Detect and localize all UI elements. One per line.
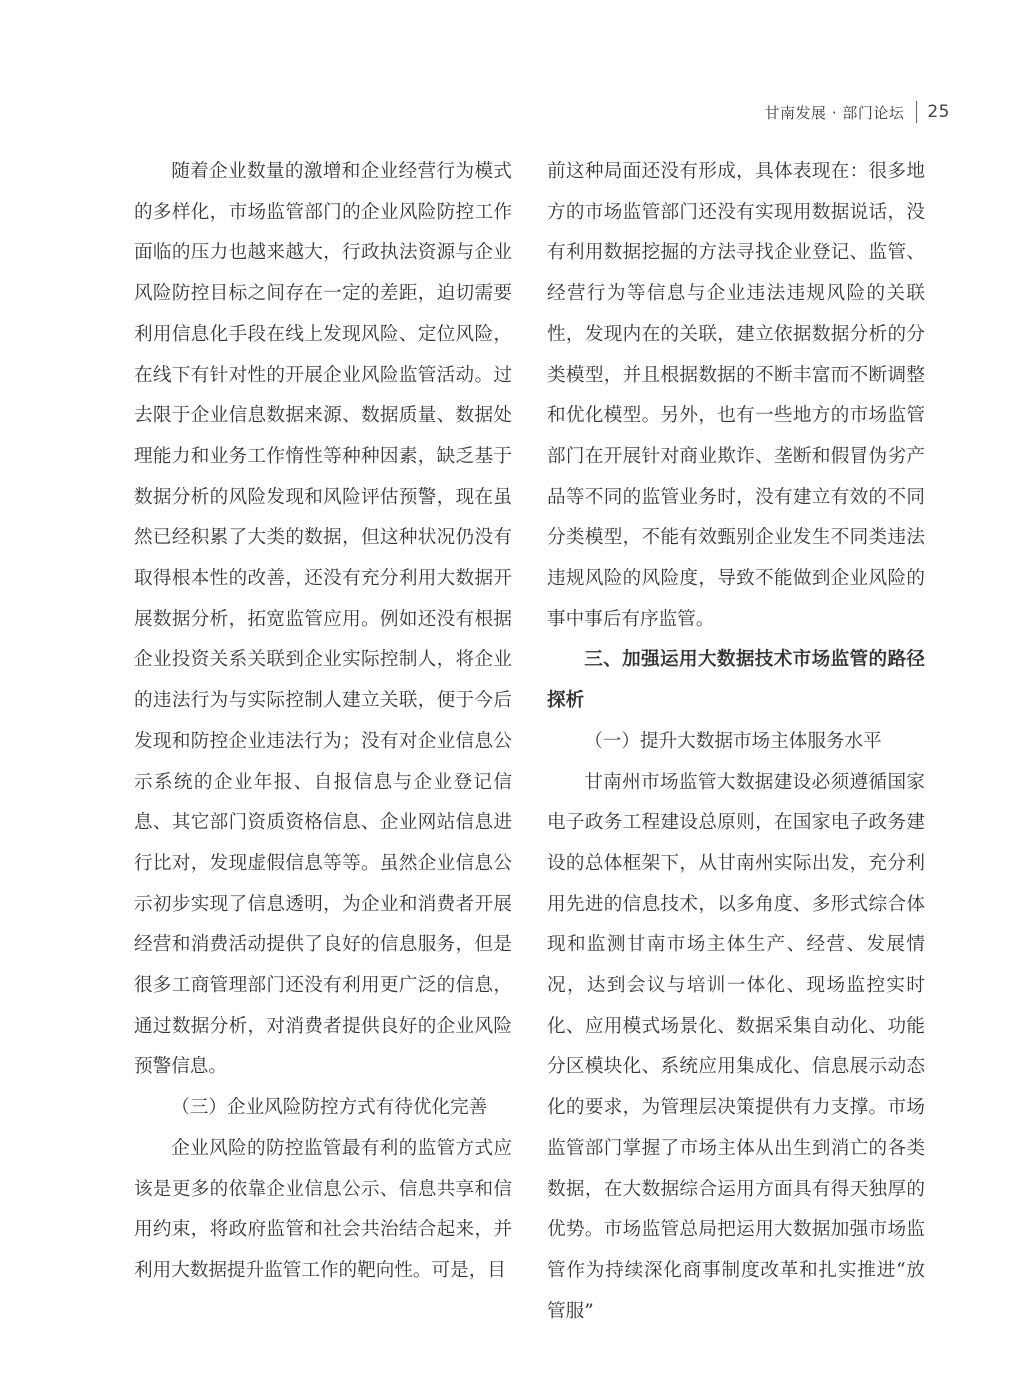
left-column	[134, 152, 512, 1292]
paragraph-continued: 前这种局面还没有形成，具体表现在：很多地方的市场监管部门还没有实现用数据说话，没有利用数据挖掘的方法寻找企业登记、监管、经营行为等信息与企业违法违规风险的关联性，发现内在的关联，建立依据数据分析的分类模型，并且根据数据的不断丰富而不断调整和优化模型。另外，也有一些地方的市场监管部门在开展针对商业欺诈、垄断和假冒伪劣产品等不同的监管业务时，没有建立有效的不同分类模型，不能有效甄别企业发生不同类违法违规风险的风险度，导致不能做到企业风险的事中事后有序监管。	[547, 161, 925, 630]
page-number: 25	[927, 102, 950, 122]
paragraph: 随着企业数量的激增和企业经营行为模式的多样化，市场监管部门的企业风险防控工作面临的压力也越来越大，行政执法资源与企业风险防控目标之间存在一定的差距，迫切需要利用信息化手段在线上发现风险、定位风险，在线下有针对性的开展企业风险监管活动。过去限于企业信息数据来源、数据质量、数据处理能力和业务工作惰性等种种因素，缺乏基于数据分析的风险发现和风险评估预警，现在虽然已经积累了大类的数据，但这种状况仍没有取得根本性的改善，还没有充分利用大数据开展数据分析，拓宽监管应用。例如还没有根据企业投资关系关联到企业实际控制人，将企业的违法行为与实际控制人建立关联，便于今后发现和防控企业违法行为；没有对企业信息公示系统的企业年报、自报信息与企业登记信息、其它部门资质资格信息、企业网站信息进行比对，发现虚假信息等等。虽然企业信息公示初步实现了信息透明，为企业和消费者开展经营和消费活动提供了良好的信息服务，但是很多工商管理部门还没有利用更广泛的信息，通过数据分析，对消费者提供良好的企业风险预警信息。	[134, 161, 512, 1078]
subheading: （一）提升大数据市场主体服务水平	[584, 730, 882, 752]
paragraph: 甘南州市场监管大数据建设必须遵循国家电子政务工程建设总原则，在国家电子政务建设的总体框架下，从甘南州实际出发，充分利用先进的信息技术，以多角度、多形式综合体现和监测甘南市场主体生产、经营、发展情况，达到会议与培训一体化、现场监控实时化、应用模式场景化、数据采集自动化、功能分区模块化、系统应用集成化、信息展示动态化的要求，为管理层决策提供有力支撑。市场监管部门掌握了市场主体从出生到消亡的各类数据，在大数据综合运用方面具有得天独厚的优势。市场监管总局把运用大数据加强市场监管作为持续深化商事制度改革和扎实推进“放管服”	[547, 771, 925, 1322]
header-divider	[916, 101, 917, 123]
subheading: （三）企业风险防控方式有待优化完善	[171, 1097, 488, 1119]
running-header-title: 甘南发展 · 部门论坛	[764, 103, 905, 122]
right-column	[547, 152, 925, 1332]
section-heading: 三、加强运用大数据技术市场监管的路径探析	[547, 649, 925, 712]
running-header	[765, 98, 950, 126]
paragraph: 企业风险的防控监管最有利的监管方式应该是更多的依靠企业信息公示、信息共享和信用约束，将政府监管和社会共治结合起来，并利用大数据提升监管工作的靶向性。可是，目	[134, 1137, 512, 1281]
